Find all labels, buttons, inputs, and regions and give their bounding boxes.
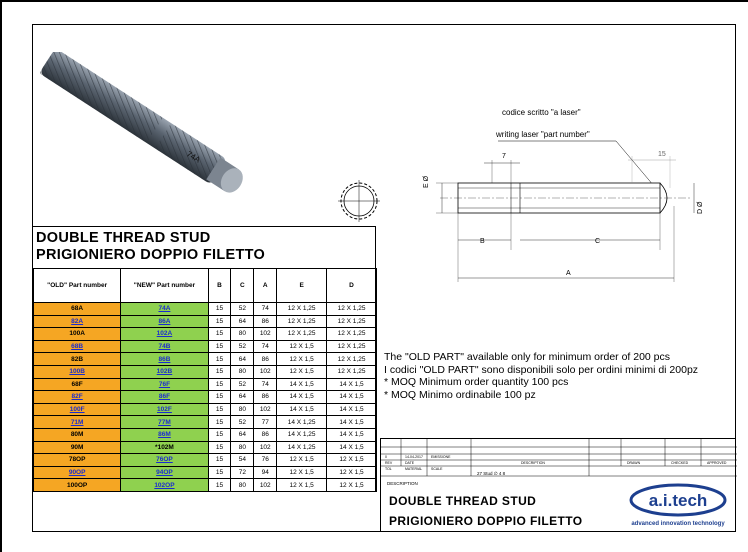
e-value: 12 X 1,25: [277, 315, 327, 328]
table-row: [34, 353, 377, 366]
tb-approved-label: APPROVED: [707, 461, 727, 465]
d-value: 12 X 1,25: [327, 353, 377, 366]
tb-file: 27 Stud ∅ 4 8: [477, 471, 506, 476]
header-old: "OLD" Part number: [34, 269, 121, 303]
tb-rev: 0: [385, 455, 387, 459]
table-row: [34, 441, 377, 454]
table-row: [34, 340, 377, 353]
old-part-number[interactable]: 82F: [34, 391, 121, 404]
old-part-number: 100A: [34, 328, 121, 341]
new-part-number[interactable]: 86B: [121, 353, 208, 366]
b-value: 15: [208, 403, 231, 416]
c-value: 52: [231, 303, 254, 316]
d-value: 12 X 1,5: [327, 479, 377, 492]
new-part-number[interactable]: 102OP: [121, 479, 208, 492]
table-row: [34, 391, 377, 404]
header-e: E: [277, 269, 327, 303]
table-row: [34, 378, 377, 391]
table-row: [34, 454, 377, 467]
a-value: 77: [254, 416, 277, 429]
old-part-number[interactable]: 100B: [34, 365, 121, 378]
c-value: 64: [231, 391, 254, 404]
e-value: 12 X 1,5: [277, 353, 327, 366]
d-value: 14 X 1,5: [327, 391, 377, 404]
table-row: [34, 428, 377, 441]
new-part-number[interactable]: 86M: [121, 428, 208, 441]
e-value: 14 X 1,5: [277, 403, 327, 416]
a-value: 74: [254, 378, 277, 391]
dim-b: B: [480, 238, 485, 245]
old-part-number: 82B: [34, 353, 121, 366]
a-value: 102: [254, 441, 277, 454]
table-body: [34, 303, 377, 492]
e-value: 14 X 1,25: [277, 428, 327, 441]
logo-text: a.i.tech: [648, 491, 708, 510]
e-value: 14 X 1,25: [277, 416, 327, 429]
e-value: 12 X 1,5: [277, 466, 327, 479]
d-value: 12 X 1,25: [327, 365, 377, 378]
b-value: 15: [208, 416, 231, 429]
b-value: 15: [208, 315, 231, 328]
b-value: 15: [208, 353, 231, 366]
a-value: 86: [254, 428, 277, 441]
order-notes: [384, 351, 698, 401]
dim-15: 15: [658, 151, 666, 158]
c-value: 72: [231, 466, 254, 479]
new-part-number[interactable]: 86A: [121, 315, 208, 328]
old-part-number: 90M: [34, 441, 121, 454]
c-value: 80: [231, 479, 254, 492]
stud-3d-image: [34, 52, 314, 224]
new-part-number[interactable]: 86F: [121, 391, 208, 404]
stud-laser-mark: 74A: [184, 149, 202, 165]
tb-tol-label: TOL: [385, 467, 392, 471]
a-value: 102: [254, 365, 277, 378]
a-value: 74: [254, 303, 277, 316]
dim-d: D Ø: [697, 201, 704, 214]
d-value: 12 X 1,25: [327, 303, 377, 316]
table-header-row: [34, 269, 377, 303]
c-value: 80: [231, 328, 254, 341]
a-value: 74: [254, 340, 277, 353]
stud-end-view: [336, 178, 382, 224]
tb-drawn-label: DRAWN: [627, 461, 641, 465]
old-part-number: 68A: [34, 303, 121, 316]
parts-table-box: [32, 226, 376, 492]
note-line: * MOQ Minimum order quantity 100 pcs: [384, 376, 569, 389]
new-part-number[interactable]: 102A: [121, 328, 208, 341]
laser-note-italian: codice scritto "a laser": [502, 108, 581, 117]
tb-checked-label: CHECKED: [671, 461, 689, 465]
a-value: 86: [254, 391, 277, 404]
table-row: [34, 479, 377, 492]
technical-drawing: [380, 100, 710, 300]
a-value: 86: [254, 353, 277, 366]
description-label: DESCRIPTION: [387, 481, 418, 486]
tb-first: EMISSIONE: [431, 455, 451, 459]
table-row: [34, 328, 377, 341]
c-value: 52: [231, 378, 254, 391]
laser-note-english: writing laser "part number": [496, 130, 590, 139]
table-row: [34, 416, 377, 429]
b-value: 15: [208, 365, 231, 378]
new-part-number: *102M: [121, 441, 208, 454]
description-it: PRIGIONIERO DOPPIO FILETTO: [389, 514, 583, 528]
old-part-number[interactable]: 100F: [34, 403, 121, 416]
description-en: DOUBLE THREAD STUD: [389, 494, 537, 508]
old-part-number[interactable]: 90OP: [34, 466, 121, 479]
title-block: [380, 438, 736, 532]
e-value: 14 X 1,5: [277, 391, 327, 404]
c-value: 64: [231, 315, 254, 328]
parts-table: [33, 268, 377, 492]
d-value: 12 X 1,5: [327, 454, 377, 467]
dim-e: E Ø: [423, 175, 430, 188]
b-value: 15: [208, 466, 231, 479]
dim-c: C: [595, 238, 601, 245]
d-value: 12 X 1,25: [327, 328, 377, 341]
c-value: 80: [231, 441, 254, 454]
c-value: 54: [231, 454, 254, 467]
new-part-number[interactable]: 94OP: [121, 466, 208, 479]
table-row: [34, 365, 377, 378]
b-value: 15: [208, 391, 231, 404]
b-value: 15: [208, 340, 231, 353]
tb-date: 14-04-2017: [405, 455, 423, 459]
note-line: The "OLD PART" available only for minimum order of 200 pcs: [384, 351, 671, 363]
header-d: D: [327, 269, 377, 303]
tb-dt-label: DATE: [405, 461, 415, 465]
old-part-number: 100OP: [34, 479, 121, 492]
d-value: 14 X 1,5: [327, 378, 377, 391]
new-part-number[interactable]: 77M: [121, 416, 208, 429]
c-value: 52: [231, 340, 254, 353]
d-value: 12 X 1,25: [327, 340, 377, 353]
b-value: 15: [208, 428, 231, 441]
old-part-number: 78OP: [34, 454, 121, 467]
tb-descr-label: DESCRIPTION: [521, 461, 545, 465]
a-value: 76: [254, 454, 277, 467]
e-value: 12 X 1,25: [277, 303, 327, 316]
d-value: 14 X 1,5: [327, 441, 377, 454]
new-part-number[interactable]: 74A: [121, 303, 208, 316]
new-part-number[interactable]: 76OP: [121, 454, 208, 467]
old-part-number: 68F: [34, 378, 121, 391]
a-value: 102: [254, 328, 277, 341]
table-row: [34, 315, 377, 328]
header-b: B: [208, 269, 231, 303]
table-title-it: PRIGIONIERO DOPPIO FILETTO: [36, 247, 266, 263]
header-a: A: [254, 269, 277, 303]
header-new: "NEW" Part number: [121, 269, 208, 303]
b-value: 15: [208, 441, 231, 454]
e-value: 14 X 1,5: [277, 378, 327, 391]
a-value: 102: [254, 403, 277, 416]
b-value: 15: [208, 303, 231, 316]
logo-tagline: advanced innovation technology: [631, 521, 725, 527]
old-part-number[interactable]: 68B: [34, 340, 121, 353]
new-part-number[interactable]: 76F: [121, 378, 208, 391]
d-value: 14 X 1,5: [327, 428, 377, 441]
c-value: 52: [231, 416, 254, 429]
old-part-number: 80M: [34, 428, 121, 441]
tb-rv-label: REV: [385, 461, 393, 465]
e-value: 14 X 1,25: [277, 441, 327, 454]
e-value: 12 X 1,5: [277, 340, 327, 353]
a-value: 94: [254, 466, 277, 479]
old-part-number[interactable]: 71M: [34, 416, 121, 429]
table-row: [34, 303, 377, 316]
a-value: 102: [254, 479, 277, 492]
d-value: 14 X 1,5: [327, 403, 377, 416]
c-value: 64: [231, 428, 254, 441]
c-value: 64: [231, 353, 254, 366]
table-title-en: DOUBLE THREAD STUD: [36, 230, 211, 246]
e-value: 12 X 1,5: [277, 479, 327, 492]
dim-7: 7: [502, 153, 506, 160]
c-value: 80: [231, 365, 254, 378]
table-row: [34, 466, 377, 479]
new-part-number[interactable]: 102B: [121, 365, 208, 378]
e-value: 12 X 1,25: [277, 328, 327, 341]
b-value: 15: [208, 378, 231, 391]
table-row: [34, 403, 377, 416]
e-value: 12 X 1,5: [277, 454, 327, 467]
new-part-number[interactable]: 102F: [121, 403, 208, 416]
d-value: 12 X 1,5: [327, 466, 377, 479]
b-value: 15: [208, 328, 231, 341]
note-line: I codici "OLD PART" sono disponibili solo per ordini minimi di 200pz: [384, 363, 699, 376]
note-line: * MOQ Minimo ordinabile 100 pz: [384, 388, 536, 401]
b-value: 15: [208, 479, 231, 492]
tb-scale-label: SCALE: [431, 467, 443, 471]
d-value: 12 X 1,25: [327, 315, 377, 328]
a-value: 86: [254, 315, 277, 328]
b-value: 15: [208, 454, 231, 467]
aitech-logo: [621, 479, 735, 531]
dim-a: A: [566, 270, 571, 277]
old-part-number[interactable]: 82A: [34, 315, 121, 328]
tb-mat-label: MATERIAL: [405, 467, 423, 471]
header-c: C: [231, 269, 254, 303]
c-value: 80: [231, 403, 254, 416]
new-part-number[interactable]: 74B: [121, 340, 208, 353]
d-value: 14 X 1,5: [327, 416, 377, 429]
e-value: 12 X 1,5: [277, 365, 327, 378]
